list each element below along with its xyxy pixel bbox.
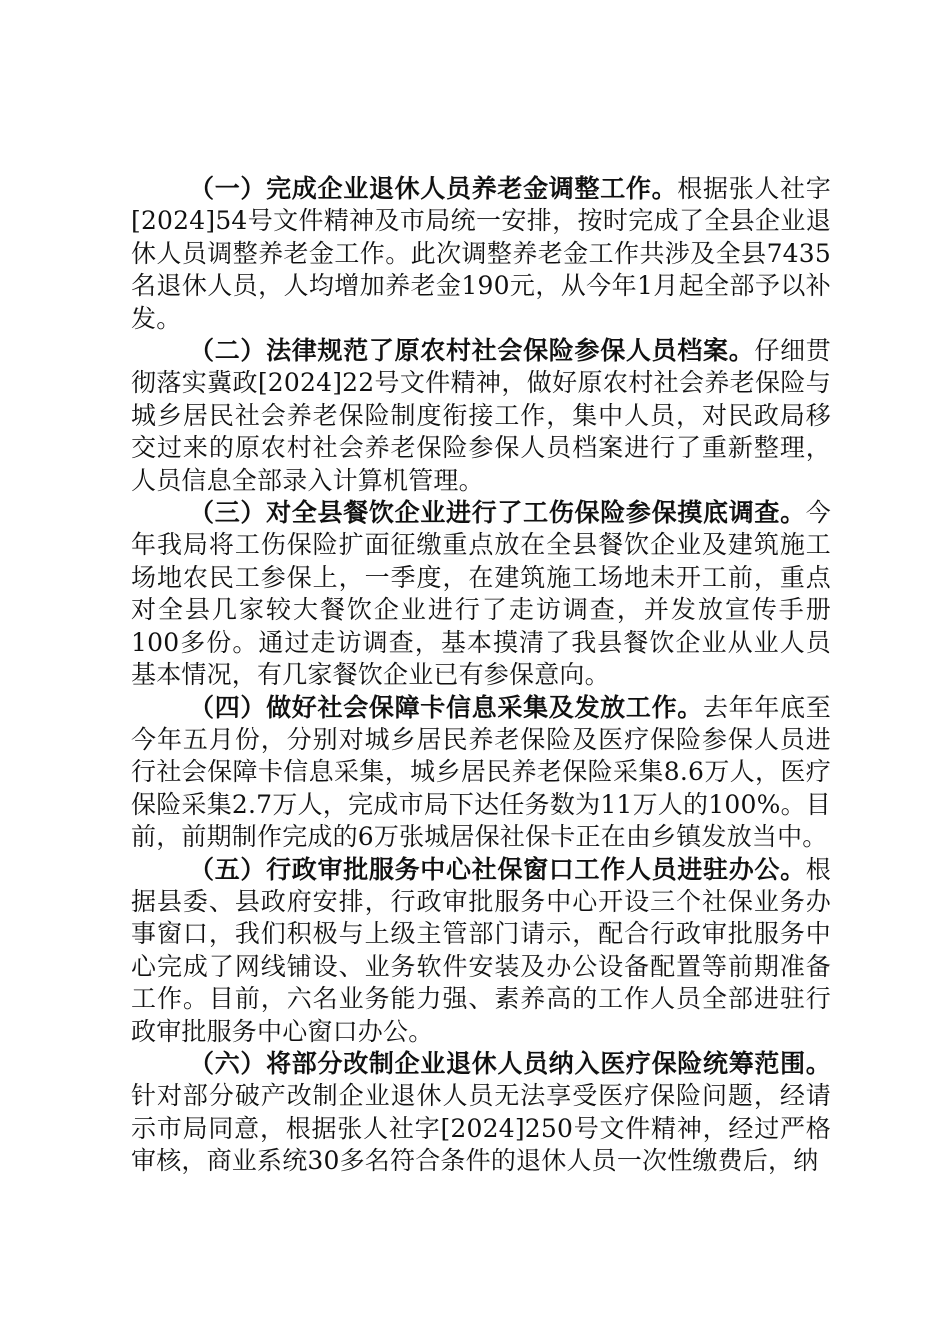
- section-4-heading: （四）做好社会保障卡信息采集及发放工作。: [189, 692, 703, 722]
- section-2-heading: （二）法律规范了原农村社会保险参保人员档案。: [189, 336, 755, 366]
- section-3-heading: （三）对全县餐饮企业进行了工伤保险参保摸底调查。: [189, 498, 806, 528]
- section-1-heading: （一）完成企业退休人员养老金调整工作。: [189, 174, 678, 203]
- section-2-body: 仔细贯彻落实冀政[2024]22号文件精神，做好原农村社会养老保险与城乡居民社会养老保险制度衔接工作，集中人员，对民政局移交过来的原农村社会养老保险参保人员档案进行了重新整理，人员信息全部录入计算机管理。: [131, 336, 831, 495]
- section-6-heading: （六）将部分改制企业退休人员纳入医疗保险统筹范围。: [189, 1048, 831, 1078]
- section-1-body: 根据张人社字[2024]54号文件精神及市局统一安排，按时完成了全县企业退休人员调整养老金工作。此次调整养老金工作共涉及全县7435名退休人员，人均增加养老金190元，从今年1月起全部予以补发。: [131, 174, 831, 333]
- section-5-body: 根据县委、县政府安排，行政审批服务中心开设三个社保业务办事窗口，我们积极与上级主管部门请示，配合行政审批服务中心完成了网线铺设、业务软件安装及办公设备配置等前期准备工作。目前，六名业务能力强、素养高的工作人员全部进驻行政审批服务中心窗口办公。: [131, 854, 831, 1046]
- document-body: [131, 173, 831, 1178]
- section-6-paragraph: [131, 1048, 831, 1178]
- section-3-body: 今年我局将工伤保险扩面征缴重点放在全县餐饮企业及建筑施工场地农民工参保上，一季度，在建筑施工场地未开工前，重点对全县几家较大餐饮企业进行了走访调查，并发放宣传手册100多份。通过走访调查，基本摸清了我县餐饮企业从业人员基本情况，有几家餐饮企业已有参保意向。: [131, 498, 831, 690]
- section-4-paragraph: [131, 692, 831, 854]
- section-2-paragraph: [131, 335, 831, 497]
- section-4-body: 去年年底至今年五月份，分别对城乡居民养老保险及医疗保险参保人员进行社会保障卡信息采集，城乡居民养老保险采集8.6万人，医疗保险采集2.7万人，完成市局下达任务数为11万人的100%。目前，前期制作完成的6万张城居保社保卡正在由乡镇发放当中。: [131, 692, 831, 852]
- section-3-paragraph: [131, 497, 831, 691]
- section-1-paragraph: [131, 173, 831, 335]
- section-5-heading: （五）行政审批服务中心社保窗口工作人员进驻办公。: [189, 854, 806, 884]
- section-6-body: 针对部分破产改制企业退休人员无法享受医疗保险问题，经请示市局同意，根据张人社字[2024]250号文件精神，经过严格审核，商业系统30多名符合条件的退休人员一次性缴费后，纳: [131, 1081, 831, 1176]
- section-5-paragraph: [131, 854, 831, 1048]
